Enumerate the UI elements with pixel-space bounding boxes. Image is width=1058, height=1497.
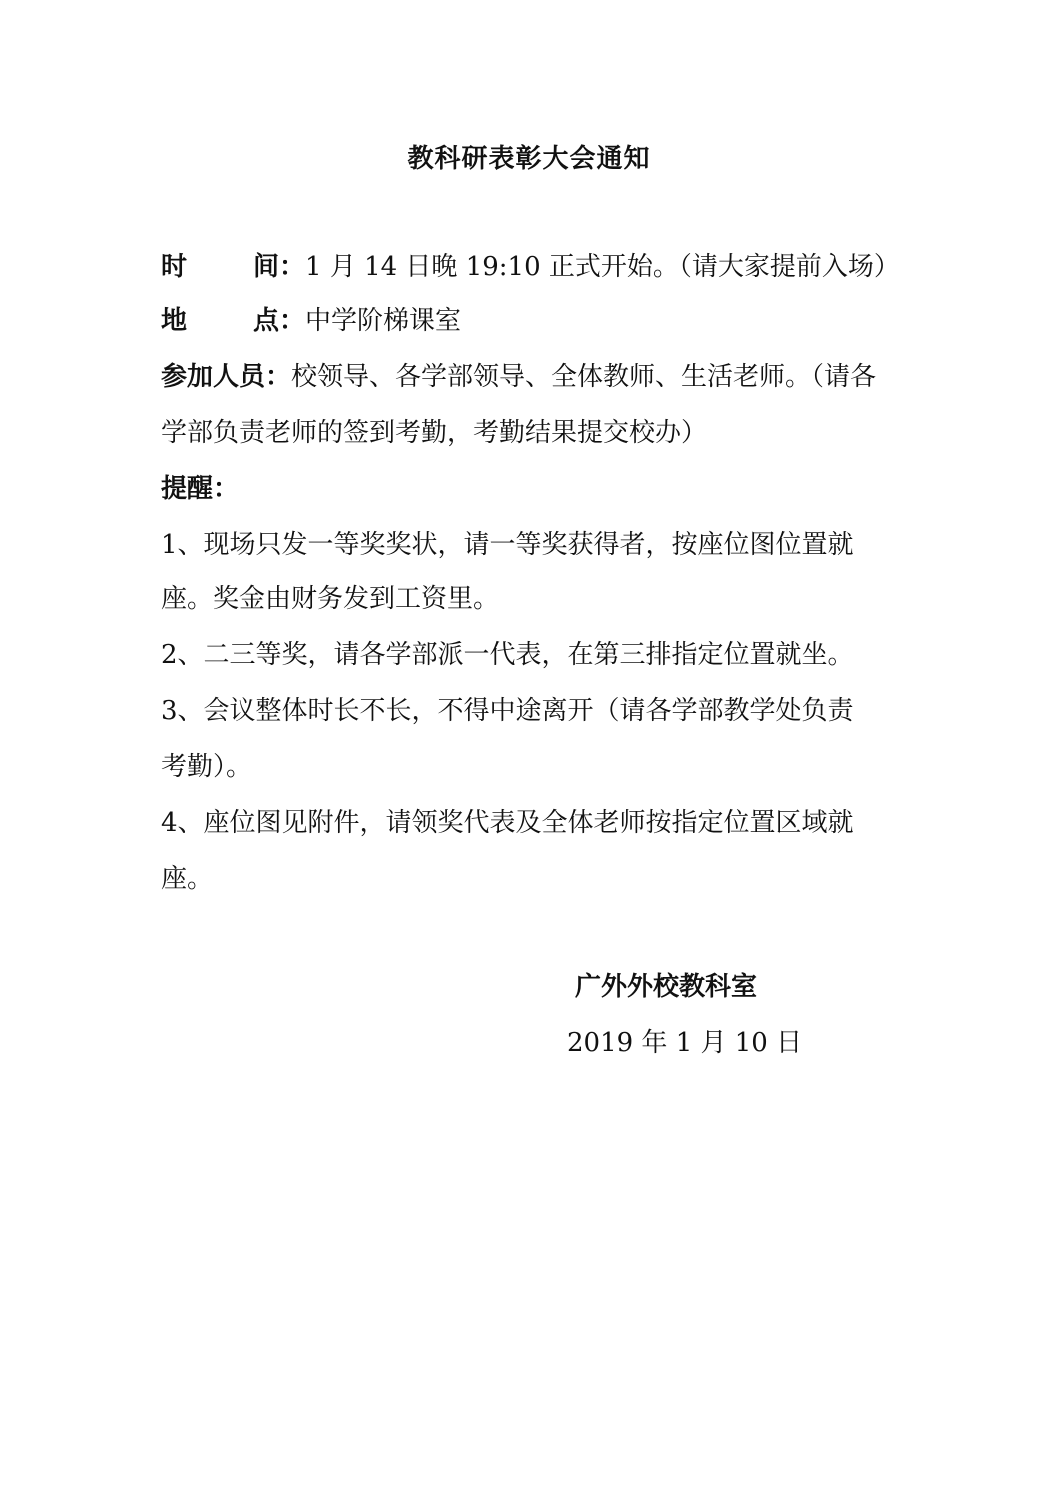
- reminder-item-2: 2、二三等奖，请各学部派一代表，在第三排指定位置就坐。: [161, 640, 854, 670]
- place-colon: ：: [279, 306, 306, 336]
- reminder-item-4a: 4、座位图见附件，请领奖代表及全体老师按指定位置区域就: [161, 808, 854, 838]
- time-label: [161, 251, 279, 283]
- time-line: [161, 251, 901, 283]
- reminder-item-1b: 座。奖金由财务发到工资里。: [161, 584, 500, 614]
- reminder-item-3b: 考勤）。: [161, 752, 253, 782]
- attendees-label: 参加人员：: [161, 362, 292, 392]
- attendees-line2: 学部负责老师的签到考勤，考勤结果提交校办）: [161, 418, 708, 448]
- reminder-label: 提醒：: [161, 474, 240, 504]
- time-label-second: 间: [252, 252, 279, 282]
- place-label-second: 点: [252, 306, 279, 336]
- place-line: [161, 305, 901, 337]
- signature-org: 广外外校教科室: [575, 972, 758, 1002]
- place-label-first: 地: [161, 306, 188, 336]
- document-title: 教科研表彰大会通知: [407, 144, 651, 174]
- place-label: [161, 305, 279, 337]
- place-value: 中学阶梯课室: [305, 306, 462, 336]
- time-label-first: 时: [161, 252, 188, 282]
- reminder-item-4b: 座。: [161, 864, 214, 894]
- attendees-line: [161, 361, 901, 393]
- attendees-value-line1: 校领导、各学部领导、全体教师、生活老师。（请各: [291, 362, 877, 392]
- signature-date: 2019 年 1 月 10 日: [567, 1028, 803, 1058]
- reminder-item-1a: 1、现场只发一等奖奖状，请一等奖获得者，按座位图位置就: [161, 530, 854, 560]
- reminder-item-3a: 3、会议整体时长不长，不得中途离开（请各学部教学处负责: [161, 696, 854, 726]
- time-colon: ：: [279, 252, 306, 282]
- time-value: 1 月 14 日晚 19:10 正式开始。（请大家提前入场）: [305, 252, 900, 282]
